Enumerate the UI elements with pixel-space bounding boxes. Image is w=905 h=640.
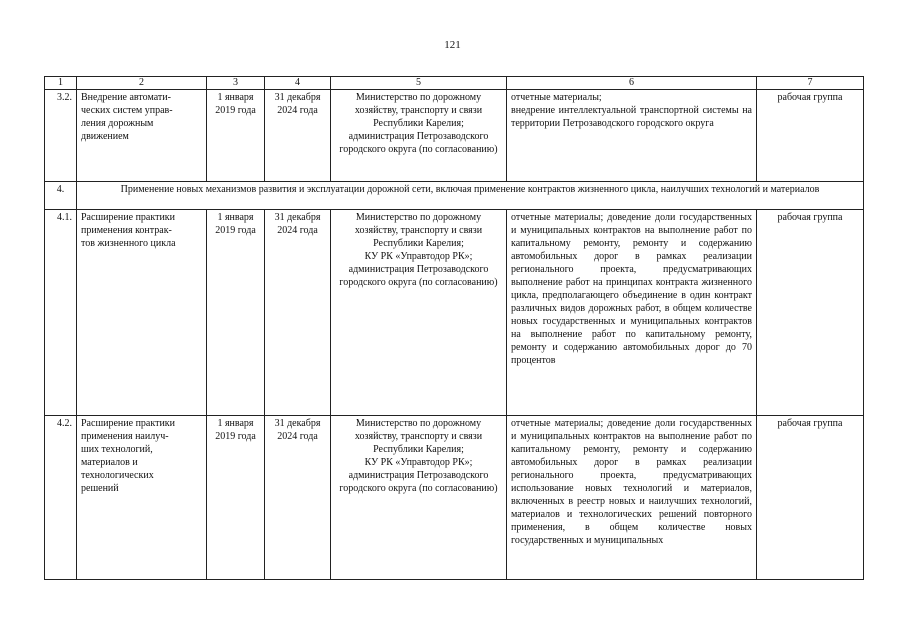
start-date: 1 января 2019 года: [207, 416, 265, 580]
column-number-4: 4: [265, 77, 331, 90]
expected-result: отчетные материалы; внедрение интеллектуальной транспортной системы на территории Петрозаводского городского округа: [507, 90, 757, 182]
responsible-form: рабочая группа: [757, 210, 864, 416]
section-row: [45, 182, 864, 210]
end-date: 31 декабря 2024 года: [265, 90, 331, 182]
executors: Министерство по дорожному хозяйству, транспорту и связи Республики Карелия; КУ РК «Управтодор РК»; администрация Петрозаводского городского округа (по согласованию): [331, 210, 507, 416]
responsible-form: рабочая группа: [757, 90, 864, 182]
column-number-3: 3: [207, 77, 265, 90]
responsible-form: рабочая группа: [757, 416, 864, 580]
row-number: 3.2.: [45, 90, 77, 182]
page-number: 121: [444, 39, 461, 51]
activity-plan-table: [44, 76, 864, 580]
column-number-1: 1: [45, 77, 77, 90]
expected-result: отчетные материалы; доведение доли государственных и муниципальных контрактов на выполнение работ по капитальному ремонту, ремонту и содержанию автомобильных дорог в рамках реализации регионального проекта, предусматривающих выполнение работ на принципах контракта жизненного цикла, предполагающего объединение в один контракт различных видов дорожных работ, в общем количестве новых государственных и муниципальных контрактов на выполнение работ по капитальному ремонту, ремонту и содержанию автомобильных дорог до 70 процентов: [507, 210, 757, 416]
column-number-6: 6: [507, 77, 757, 90]
table-row: [45, 90, 864, 182]
activity-name: Расширение практики применения наилуч- ших технологий, материалов и технологических решений: [77, 416, 207, 580]
table-header-row: [45, 77, 864, 90]
column-number-7: 7: [757, 77, 864, 90]
executors: Министерство по дорожному хозяйству, транспорту и связи Республики Карелия; администрация Петрозаводского городского округа (по согласованию): [331, 90, 507, 182]
column-number-5: 5: [331, 77, 507, 90]
section-title: Применение новых механизмов развития и эксплуатации дорожной сети, включая применение контрактов жизненного цикла, наилучших технологий и материалов: [77, 182, 864, 210]
column-number-2: 2: [77, 77, 207, 90]
end-date: 31 декабря 2024 года: [265, 416, 331, 580]
table-row: [45, 416, 864, 580]
end-date: 31 декабря 2024 года: [265, 210, 331, 416]
activity-name: Расширение практики применения контрак- тов жизненного цикла: [77, 210, 207, 416]
row-number: 4.1.: [45, 210, 77, 416]
start-date: 1 января 2019 года: [207, 210, 265, 416]
expected-result: отчетные материалы; доведение доли государственных и муниципальных контрактов на выполнение работ по капитальному ремонту, ремонту и содержанию автомобильных дорог в рамках реализации регионального проекта, предусматривающих использование новых технологий и материалов, включенных в реестр новых и наилучших технологий, материалов и технологических решений повторного применения, в общем количестве новых государственных и муниципальных: [507, 416, 757, 580]
executors: Министерство по дорожному хозяйству, транспорту и связи Республики Карелия; КУ РК «Управтодор РК»; администрация Петрозаводского городского округа (по согласованию): [331, 416, 507, 580]
section-number: 4.: [45, 182, 77, 210]
row-number: 4.2.: [45, 416, 77, 580]
start-date: 1 января 2019 года: [207, 90, 265, 182]
activity-name: Внедрение автомати- ческих систем управ- ления дорожным движением: [77, 90, 207, 182]
table-row: [45, 210, 864, 416]
